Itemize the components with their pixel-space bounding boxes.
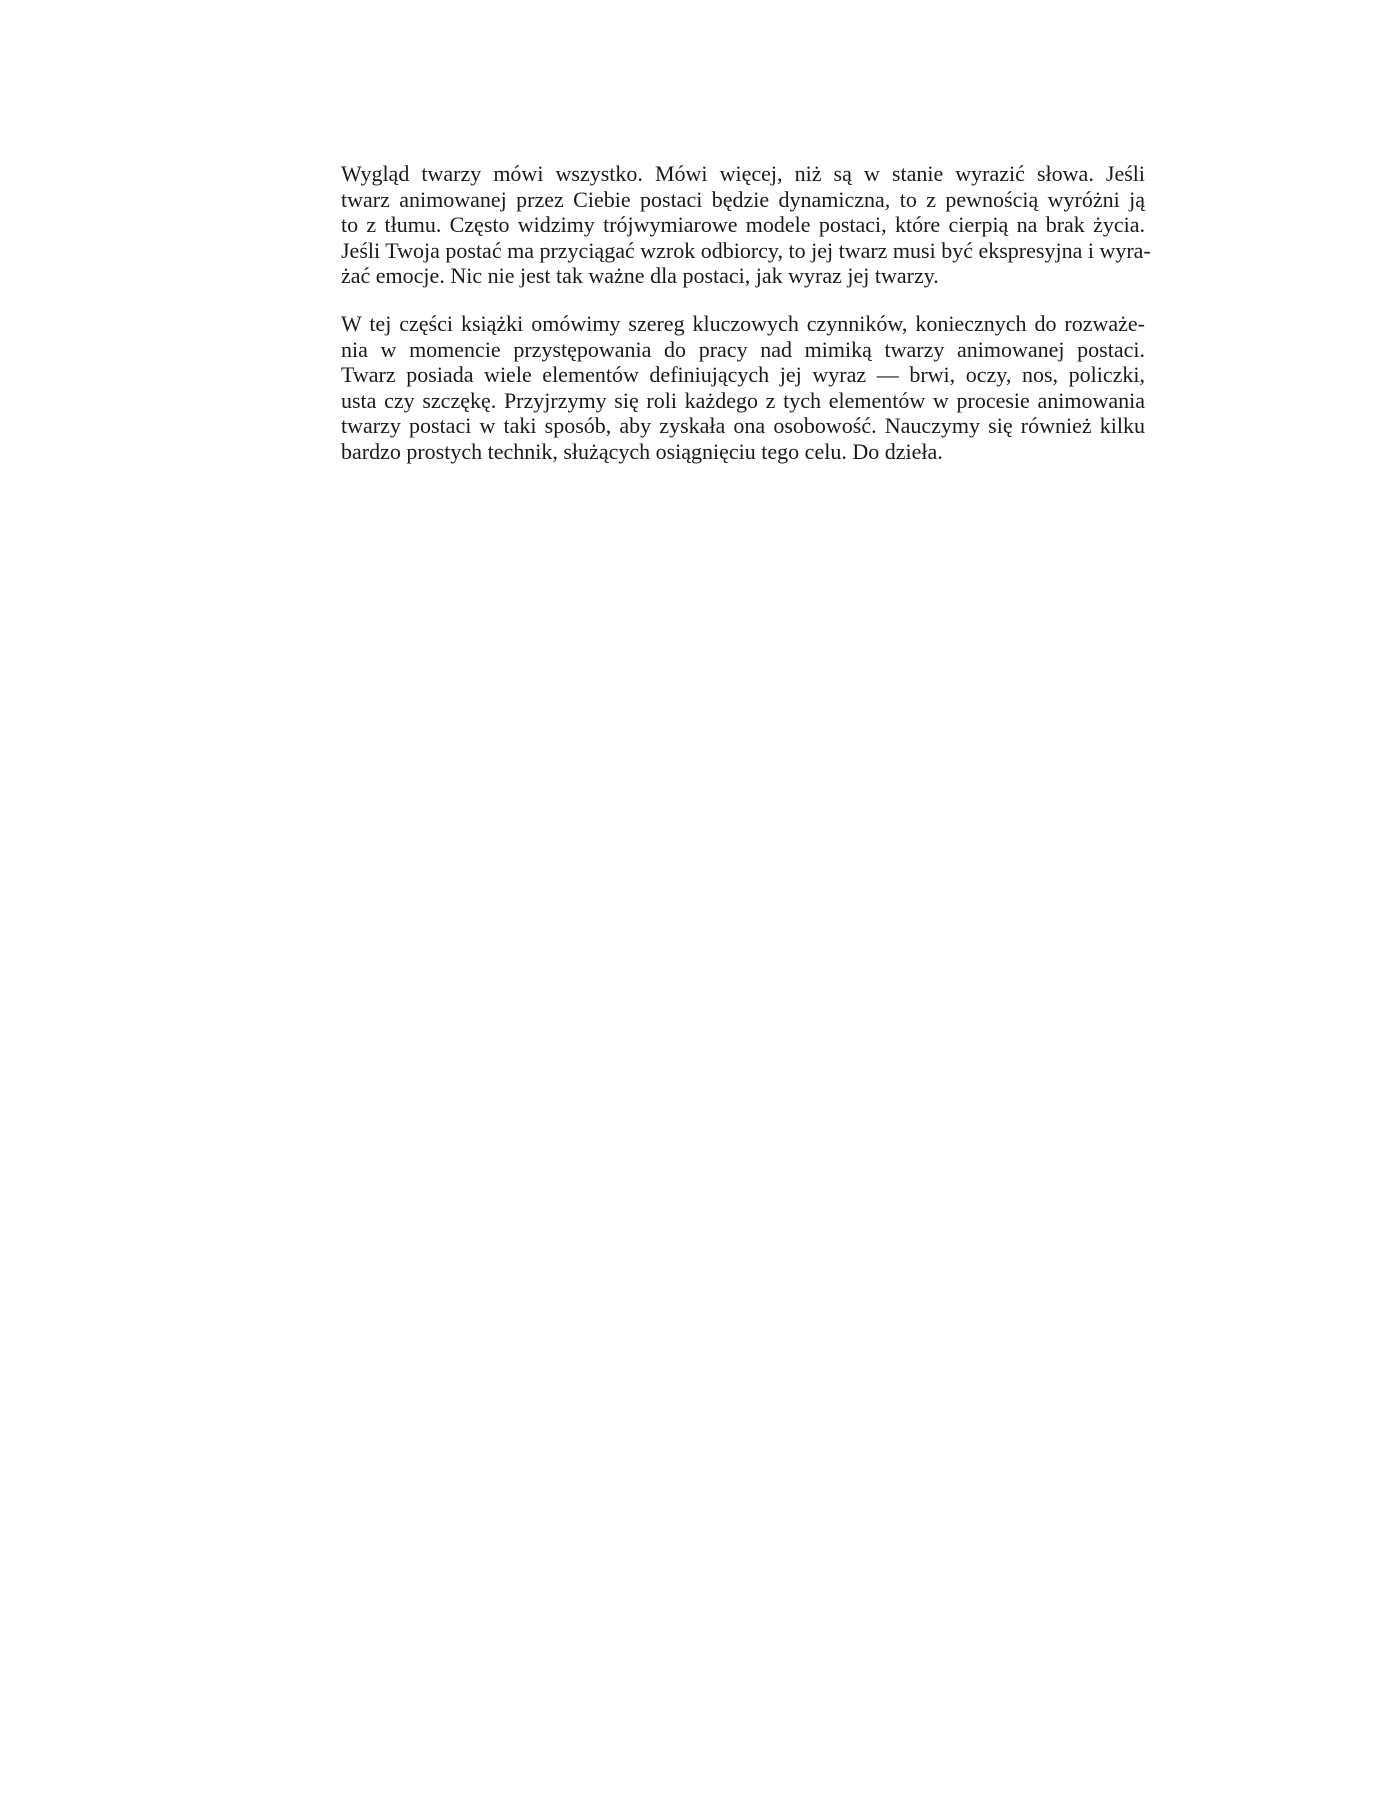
text-line: twarz animowanej przez Ciebie postaci będzie dynamiczna, to z pewnością wyróżni ją [341,186,1145,212]
text-line: usta czy szczękę. Przyjrzymy się roli każdego z tych elementów w procesie animowania [341,387,1145,413]
text-line: nia w momencie przystępowania do pracy nad mimiką twarzy animowanej postaci. [341,336,1145,362]
text-line: żać emocje. Nic nie jest tak ważne dla postaci, jak wyraz jej twarzy. [341,263,939,289]
text-line: to z tłumu. Często widzimy trójwymiarowe modele postaci, które cierpią na brak życia. [341,212,1145,238]
text-line: Twarz posiada wiele elementów definiujących jej wyraz — brwi, oczy, nos, policzki, [341,362,1145,388]
paragraph-intro [341,161,1151,289]
text-line: bardzo prostych technik, służących osiągnięciu tego celu. Do dzieła. [341,438,943,464]
body-text [341,161,1151,465]
text-line: twarzy postaci w taki sposób, aby zyskała ona osobowość. Nauczymy się również kilku [341,413,1145,439]
text-line: Jeśli Twoja postać ma przyciągać wzrok odbiorcy, to jej twarz musi być ekspresyjna i wyra- [341,237,1151,263]
text-line: Wygląd twarzy mówi wszystko. Mówi więcej, niż są w stanie wyrazić słowa. Jeśli [341,161,1145,186]
text-line: W tej części książki omówimy szereg kluczowych czynników, koniecznych do rozważe- [341,310,1145,336]
paragraph-overview [341,311,1145,465]
